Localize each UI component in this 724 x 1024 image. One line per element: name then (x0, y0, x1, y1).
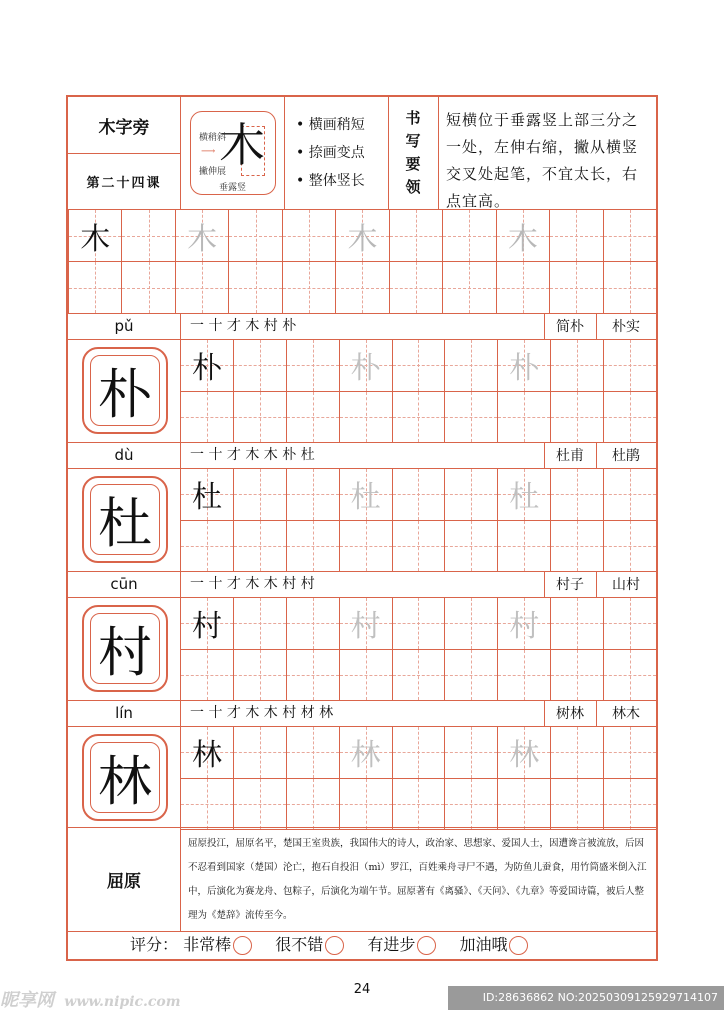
radical-sample: 木 (187, 221, 218, 257)
practice-cell[interactable] (286, 339, 340, 392)
model-char-box (82, 347, 168, 434)
rating-label: 评分： (130, 935, 179, 954)
practice-cell[interactable] (444, 778, 498, 831)
model-char-box (82, 734, 168, 821)
practice-cell[interactable] (233, 597, 287, 650)
tip-item: • 整体竖长 (296, 173, 365, 189)
practice-cell[interactable] (444, 649, 498, 702)
tip-item: • 横画稍短 (296, 117, 365, 133)
practice-cell[interactable] (339, 520, 393, 573)
practice-cell[interactable] (550, 597, 604, 650)
practice-cell[interactable] (497, 520, 551, 573)
practice-cell[interactable] (603, 597, 657, 650)
demo-char-box (190, 111, 276, 195)
practice-cell[interactable] (444, 726, 498, 779)
checkbox-circle-icon[interactable] (509, 936, 528, 955)
practice-cell[interactable] (286, 726, 340, 779)
practice-cell[interactable] (496, 209, 550, 262)
practice-sample: 杜 (191, 480, 222, 516)
watermark-logo: 昵享网 www.nipic.com (0, 990, 181, 1011)
character-block (68, 442, 656, 571)
practice-cell[interactable] (497, 597, 551, 650)
header-section (68, 97, 656, 209)
stroke-order: 一 十 才 木 木 村 材 林 (190, 705, 334, 721)
story-title-cell (68, 827, 180, 931)
section-label: 书 写 要 领 (405, 109, 421, 196)
rating-option-4[interactable]: 加油哦 (459, 935, 528, 954)
practice-cell[interactable] (550, 339, 604, 392)
rating-option-3[interactable]: 有进步 (367, 935, 436, 954)
practice-cell[interactable] (286, 391, 340, 444)
stroke-order: 一 十 才 木 村 朴 (190, 318, 297, 334)
rating-option-1[interactable]: 非常棒 (183, 935, 252, 954)
practice-cell[interactable] (549, 261, 603, 314)
practice-cell[interactable] (233, 726, 287, 779)
pinyin: lín (115, 704, 133, 722)
practice-cell[interactable] (497, 391, 551, 444)
practice-cell[interactable] (180, 649, 234, 702)
practice-cell[interactable] (603, 778, 657, 831)
character-block (68, 313, 656, 442)
watermark-id: ID:28636862 NO:20250309125929714107 (448, 986, 724, 1010)
practice-cell[interactable] (389, 209, 443, 262)
practice-cell[interactable] (444, 597, 498, 650)
character-block (68, 700, 656, 829)
arrow-icon: ⟶ (201, 146, 216, 157)
demo-note-pie: 撇伸展 (199, 167, 227, 177)
practice-cell[interactable] (444, 339, 498, 392)
pinyin: pǔ (114, 317, 134, 335)
practice-cell[interactable] (603, 520, 657, 573)
stroke-order: 一 十 才 木 木 朴 杜 (190, 447, 315, 463)
practice-cell[interactable] (180, 339, 234, 392)
pinyin: cūn (110, 575, 138, 593)
practice-cell[interactable] (286, 597, 340, 650)
word-example: 村子 (556, 577, 584, 593)
story-text: 屈原投江，屈原名平，楚国王室贵族，我国伟大的诗人，政治家、思想家、爱国人士，因遭谗言被流放，后因不忍看到国家（楚国）沦亡，抱石自投汨（mì）罗江，百姓乘舟寻尸不遇，为防鱼儿蚕食，用竹筒盛米倒入江中，后演化为赛龙舟、包粽子，后演化为端午节。屈原著有《离骚》、《天问》、《九章》等爱国诗篇，被后人整理为《楚辞》流传至今。 (188, 838, 647, 921)
practice-cell[interactable] (497, 649, 551, 702)
practice-cell[interactable] (180, 520, 234, 573)
practice-cell[interactable] (339, 339, 393, 392)
model-char: 朴 (98, 363, 152, 426)
practice-cell[interactable] (68, 261, 122, 314)
practice-sample: 林 (350, 738, 381, 774)
rating-option-2[interactable]: 很不错 (275, 935, 344, 954)
practice-cell[interactable] (180, 468, 234, 521)
practice-cell[interactable] (392, 339, 446, 392)
practice-cell[interactable] (286, 520, 340, 573)
practice-cell[interactable] (339, 468, 393, 521)
practice-cell[interactable] (339, 649, 393, 702)
checkbox-circle-icon[interactable] (233, 936, 252, 955)
practice-cell[interactable] (180, 778, 234, 831)
practice-cell[interactable] (497, 468, 551, 521)
model-char: 林 (98, 750, 152, 813)
practice-cell[interactable] (603, 468, 657, 521)
practice-cell[interactable] (550, 778, 604, 831)
practice-cell[interactable] (286, 778, 340, 831)
model-char: 村 (98, 621, 152, 684)
word-example: 树林 (556, 706, 584, 722)
radical-sample: 木 (347, 221, 378, 257)
radical-practice-grid (68, 209, 656, 313)
practice-sample: 杜 (509, 480, 540, 516)
practice-cell[interactable] (392, 597, 446, 650)
practice-cell[interactable] (180, 391, 234, 444)
demo-note-shu: 垂露竖 (219, 183, 247, 193)
practice-sample: 杜 (350, 480, 381, 516)
practice-cell[interactable] (392, 520, 446, 573)
practice-sample: 朴 (350, 351, 381, 387)
writing-guide-text: 短横位于垂露竖上部三分之一处，左伸右缩，撇从横竖交叉处起笔，不宜太长，右点宜高。 (446, 111, 639, 210)
practice-cell[interactable] (392, 726, 446, 779)
practice-cell[interactable] (392, 649, 446, 702)
practice-sample: 村 (191, 609, 222, 645)
practice-cell[interactable] (180, 726, 234, 779)
practice-cell[interactable] (233, 520, 287, 573)
checkbox-circle-icon[interactable] (417, 936, 436, 955)
practice-cell[interactable] (444, 391, 498, 444)
practice-cell[interactable] (233, 339, 287, 392)
practice-cell[interactable] (444, 520, 498, 573)
practice-cell[interactable] (228, 261, 282, 314)
practice-cell[interactable] (339, 597, 393, 650)
practice-cell[interactable] (496, 261, 550, 314)
practice-cell[interactable] (603, 261, 657, 314)
practice-cell[interactable] (442, 261, 496, 314)
practice-cell[interactable] (121, 261, 175, 314)
word-example: 杜鹃 (612, 448, 640, 464)
practice-cell[interactable] (603, 391, 657, 444)
radical-sample: 木 (507, 221, 538, 257)
practice-cell[interactable] (603, 649, 657, 702)
practice-cell[interactable] (175, 209, 229, 262)
practice-cell[interactable] (68, 209, 122, 262)
practice-cell[interactable] (497, 778, 551, 831)
practice-cell[interactable] (233, 778, 287, 831)
practice-cell[interactable] (389, 261, 443, 314)
practice-cell[interactable] (549, 209, 603, 262)
word-example: 杜甫 (556, 448, 584, 464)
tip-item: • 捺画变点 (296, 145, 365, 161)
word-example: 林木 (612, 706, 640, 722)
practice-sample: 朴 (509, 351, 540, 387)
practice-sample: 村 (509, 609, 540, 645)
practice-cell[interactable] (282, 209, 336, 262)
lesson-number: 第二十四课 (86, 175, 162, 191)
practice-cell[interactable] (497, 726, 551, 779)
practice-cell[interactable] (339, 391, 393, 444)
model-char-box (82, 476, 168, 563)
character-block (68, 571, 656, 700)
word-example: 简朴 (556, 319, 584, 335)
practice-cell[interactable] (392, 468, 446, 521)
practice-cell[interactable] (121, 209, 175, 262)
practice-sample: 林 (191, 738, 222, 774)
practice-cell[interactable] (497, 339, 551, 392)
practice-cell[interactable] (233, 391, 287, 444)
tips-list (296, 111, 365, 195)
practice-cell[interactable] (392, 391, 446, 444)
page-number: 24 (353, 982, 371, 997)
practice-cell[interactable] (339, 726, 393, 779)
practice-cell[interactable] (286, 468, 340, 521)
model-char-box (82, 605, 168, 692)
practice-cell[interactable] (392, 778, 446, 831)
radical-sample: 木 (80, 221, 111, 257)
stroke-order: 一 十 才 木 木 村 村 (190, 576, 315, 592)
practice-cell[interactable] (233, 649, 287, 702)
practice-cell[interactable] (175, 261, 229, 314)
practice-cell[interactable] (228, 209, 282, 262)
practice-cell[interactable] (550, 391, 604, 444)
practice-cell[interactable] (550, 468, 604, 521)
story-title: 屈原 (107, 871, 141, 892)
practice-cell[interactable] (603, 209, 657, 262)
practice-cell[interactable] (335, 209, 389, 262)
word-example: 山村 (612, 577, 640, 593)
pinyin: dù (114, 446, 134, 464)
radical-title: 木字旁 (98, 117, 150, 138)
demo-note-heng: 横稍斜 (199, 133, 227, 143)
practice-cell[interactable] (442, 209, 496, 262)
practice-cell[interactable] (603, 726, 657, 779)
word-example: 朴实 (612, 319, 640, 335)
practice-cell[interactable] (339, 778, 393, 831)
practice-cell[interactable] (550, 649, 604, 702)
practice-cell[interactable] (444, 468, 498, 521)
checkbox-circle-icon[interactable] (325, 936, 344, 955)
practice-cell[interactable] (180, 597, 234, 650)
practice-cell[interactable] (233, 468, 287, 521)
practice-cell[interactable] (282, 261, 336, 314)
model-char: 杜 (98, 492, 152, 555)
practice-cell[interactable] (550, 520, 604, 573)
practice-cell[interactable] (603, 339, 657, 392)
practice-cell[interactable] (550, 726, 604, 779)
rating-bar (68, 931, 656, 959)
practice-cell[interactable] (335, 261, 389, 314)
practice-sample: 朴 (191, 351, 222, 387)
practice-sample: 林 (509, 738, 540, 774)
practice-cell[interactable] (286, 649, 340, 702)
demo-char: 木 (219, 118, 265, 172)
practice-sample: 村 (350, 609, 381, 645)
